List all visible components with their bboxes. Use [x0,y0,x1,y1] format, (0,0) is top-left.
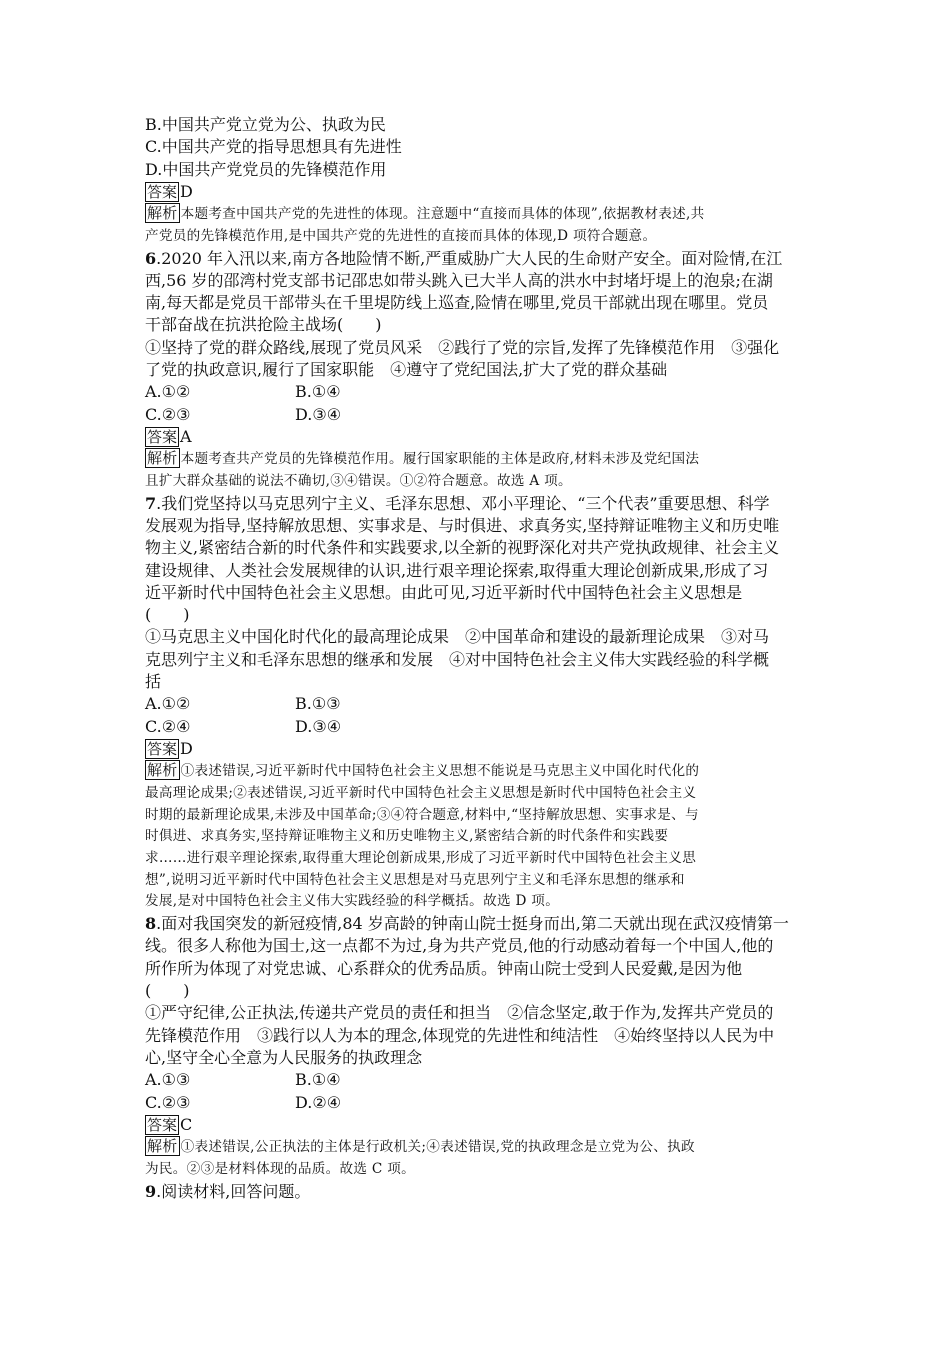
q7-stem-line: 发展观为指导,坚持解放思想、实事求是、与时俱进、求真务实,坚持辩证唯物主义和历史唯 [145,515,780,535]
option-d: D.③④ [295,404,342,424]
q8-statement-line: 心,坚守全心全意为人民服务的执政理念 [145,1047,423,1067]
q6-stem-line: 西,56 岁的邵湾村党支部书记邵忠如带头跳入已大半人高的洪水中封堵圩堤上的泡泉;在湖 [145,270,773,290]
q7-stem-line: 近平新时代中国特色社会主义思想。由此可见,习近平新时代中国特色社会主义思想是 [145,582,743,602]
answer-value: D [180,181,193,201]
option-c: C.②③ [145,1092,191,1112]
q5-answer [145,181,813,203]
q7-statement-line: 克思列宁主义和毛泽东思想的继承和发展 ④对中国特色社会主义伟大实践经验的科学概 [145,649,770,669]
q7-analysis-line: 想”,说明习近平新时代中国特色社会主义思想是对马克思列宁主义和毛泽东思想的继承和 [145,871,685,888]
q6-analysis-line: 解析 本题考查共产党员的先锋模范作用。履行国家职能的主体是政府,材料未涉及党纪国法 [147,449,700,468]
q7-options-row [145,693,813,715]
q8-stem-line: 所作所为体现了对党忠诚、心系群众的优秀品质。钟南山院士受到人民爱戴,是因为他 [145,958,743,978]
answer-value: D [180,738,193,758]
option-b-line: B.中国共产党立党为公、执政为民 [145,115,386,134]
q7-stem-line: 建设规律、人类社会发展规律的认识,进行艰辛理论探索,取得重大理论创新成果,形成了习 [145,560,769,580]
option-c: C.②③ [145,404,191,424]
q8-stem-line: 线。很多人称他为国士,这一点都不为过,身为共产党员,他的行动感动着每一个中国人,他的 [145,936,774,956]
q8-analysis-line: 解析 ①表述错误,公正执法的主体是行政机关;④表述错误,党的执政理念是立党为公、执政 [147,1137,695,1156]
q7-stem-line: ( ) [145,605,190,625]
q7-stem-line: 物主义,紧密结合新的时代条件和实践要求,以全新的视野深化对共产党执政规律、社会主义 [145,538,780,558]
option-a: A.①③ [145,1070,191,1090]
q7-analysis-line: 求……进行艰辛理论探索,取得重大理论创新成果,形成了习近平新时代中国特色社会主义思 [145,850,697,867]
q8-statement-line: ①严守纪律,公正执法,传递共产党员的责任和担当 ②信念坚定,敢于作为,发挥共产党员的 [145,1003,774,1023]
q8-stem-line: ( ) [145,981,190,1001]
q6-statement-line: 了党的执政意识,履行了国家职能 ④遵守了党纪国法,扩大了党的群众基础 [145,360,668,380]
option-d-line: D.中国共产党党员的先锋模范作用 [145,159,387,179]
q5-analysis-line: 产党员的先锋模范作用,是中国共产党的先进性的直接而具体的体现,D 项符合题意。 [145,227,657,244]
option-c: C.②④ [145,716,191,736]
q7-analysis-line: 时俱进、求真务实,坚持辩证唯物主义和历史唯物主义,紧密结合新的时代条件和实践要 [145,828,669,845]
document-page [145,114,813,1203]
q6-statement-line: ①坚持了党的群众路线,展现了党员风采 ②践行了党的宗旨,发挥了先锋模范作用 ③强化 [145,337,780,357]
q9-stem-line: 9.阅读材料,回答问题。 [145,1181,311,1201]
answer-value: C [180,1114,193,1134]
q7-stem-line: 7.我们党坚持以马克思列宁主义、毛泽东思想、邓小平理论、“三个代表”重要思想、科学 [145,493,770,513]
q8-options-row [145,1069,813,1091]
option-b: B.①④ [295,382,341,402]
answer-value: A [180,426,192,446]
option-b: B.①④ [295,1070,341,1090]
analysis-label: 解析 [147,449,178,468]
option-a: A.①② [145,694,191,714]
option-b: B.①③ [295,694,341,714]
q6-stem-line: 干部奋战在抗洪抢险主战场( ) [145,315,382,335]
q6-stem-line: 6.2020 年入汛以来,南方各地险情不断,严重威胁广大人民的生命财产安全。面对险情,在江 [145,248,783,268]
q8-stem-line: 8.面对我国突发的新冠疫情,84 岁高龄的钟南山院士挺身而出,第二天就出现在武汉疫情第一 [145,914,789,934]
question-number: 6 [145,248,157,268]
q7-analysis-line: 时期的最新理论成果,未涉及中国革命;③④符合题意,材料中,“坚持解放思想、实事求是、与 [145,806,699,823]
option-c-line: C.中国共产党的指导思想具有先进性 [145,137,402,157]
answer-label: 答案 [147,739,178,758]
q5-analysis-line: 解析 本题考查中国共产党的先进性的体现。注意题中“直接而具体的体现”,依据教材表述,共 [147,204,705,223]
q7-answer [145,738,813,760]
question-number: 8 [145,914,157,934]
q7-statement-line: ①马克思主义中国化时代化的最高理论成果 ②中国革命和建设的最新理论成果 ③对马 [145,627,770,647]
answer-label: 答案 [147,427,178,446]
q7-statement-line: 括 [145,672,162,692]
question-number: 7 [145,493,157,513]
analysis-label: 解析 [147,204,178,223]
q6-stem-line: 南,每天都是党员干部带头在千里堤防线上巡查,险情在哪里,党员干部就出现在哪里。党员 [145,293,769,313]
question-number: 9 [145,1181,157,1201]
q6-answer [145,426,813,448]
q6-options-row [145,381,813,403]
q7-analysis-line: 最高理论成果;②表述错误,习近平新时代中国特色社会主义思想是新时代中国特色社会主义 [145,784,697,801]
q7-options-row [145,716,813,738]
q7-analysis-line: 解析 ①表述错误,习近平新时代中国特色社会主义思想不能说是马克思主义中国化时代化的 [147,761,700,780]
analysis-label: 解析 [147,1137,178,1156]
q7-analysis-line: 发展,是对中国特色社会主义伟大实践经验的科学概括。故选 D 项。 [145,893,560,910]
q8-answer [145,1114,813,1136]
analysis-label: 解析 [147,761,178,780]
option-d: D.③④ [295,716,342,736]
answer-label: 答案 [147,1115,178,1134]
q8-analysis-line: 为民。②③是材料体现的品质。故选 C 项。 [145,1160,416,1177]
q8-options-row [145,1092,813,1114]
q8-statement-line: 先锋模范作用 ③践行以人为本的理念,体现党的先进性和纯洁性 ④始终坚持以人民为中 [145,1025,775,1045]
answer-label: 答案 [147,182,178,201]
q6-options-row [145,404,813,426]
option-d: D.②④ [295,1092,342,1112]
option-a: A.①② [145,382,191,402]
q6-analysis-line: 且扩大群众基础的说法不确切,③④错误。①②符合题意。故选 A 项。 [145,472,572,489]
